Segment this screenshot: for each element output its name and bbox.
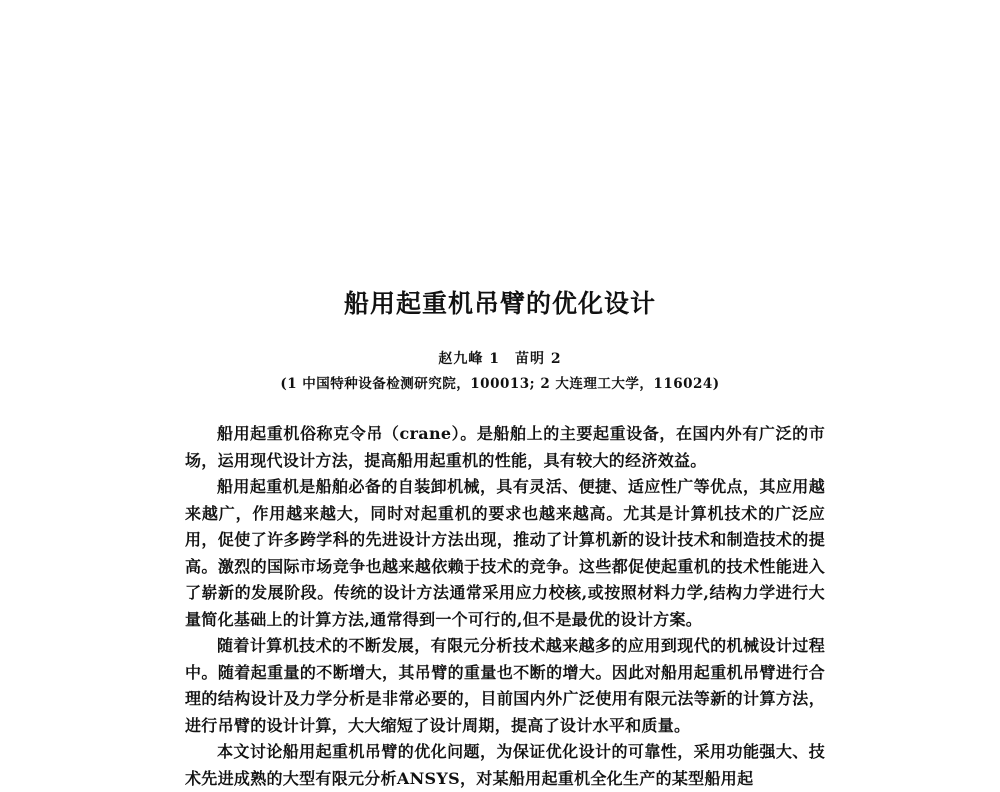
body-text [185, 421, 825, 792]
paragraph-4: 本文讨论船用起重机吊臂的优化问题，为保证优化设计的可靠性，采用功能强大、技术先进成熟的大型有限元分析ANSYS，对某船用起重机全化生产的某型船用起 [185, 742, 825, 788]
paragraph-2: 船用起重机是船舶必备的自装卸机械，具有灵活、便捷、适应性广等优点，其应用越来越广，作用越来越大，同时对起重机的要求也越来越高。尤其是计算机技术的广泛应用，促使了许多跨学科的先进设计方法出现，推动了计算机新的设计技术和制造技术的提高。激烈的国际市场竞争也越来越依赖于技术的竞争。这些都促使起重机的技术性能进入了崭新的发展阶段。传统的设计方法通常采用应力校核,或按照材料力学,结构力学进行大量简化基础上的计算方法,通常得到一个可行的,但不是最优的设计方案。 [185, 477, 825, 629]
paragraph-1: 船用起重机俗称克令吊（crane）。是船舶上的主要起重设备，在国内外有广泛的市场，运用现代设计方法，提高船用起重机的性能，具有较大的经济效益。 [185, 424, 825, 470]
author-line: 赵九峰 1 苗明 2 [438, 351, 562, 367]
paragraph-3: 随着计算机技术的不断发展，有限元分析技术越来越多的应用到现代的机械设计过程中。随着起重量的不断增大，其吊臂的重量也不断的增大。因此对船用起重机吊臂进行合理的结构设计及力学分析是非常必要的，目前国内外广泛使用有限元法等新的计算方法，进行吊臂的设计计算，大大缩短了设计周期，提高了设计水平和质量。 [185, 636, 825, 735]
paper-title: 船用起重机吊臂的优化设计 [343, 289, 656, 318]
affiliation-line: (1 中国特种设备检测研究院，100013; 2 大连理工大学，116024) [280, 376, 720, 392]
